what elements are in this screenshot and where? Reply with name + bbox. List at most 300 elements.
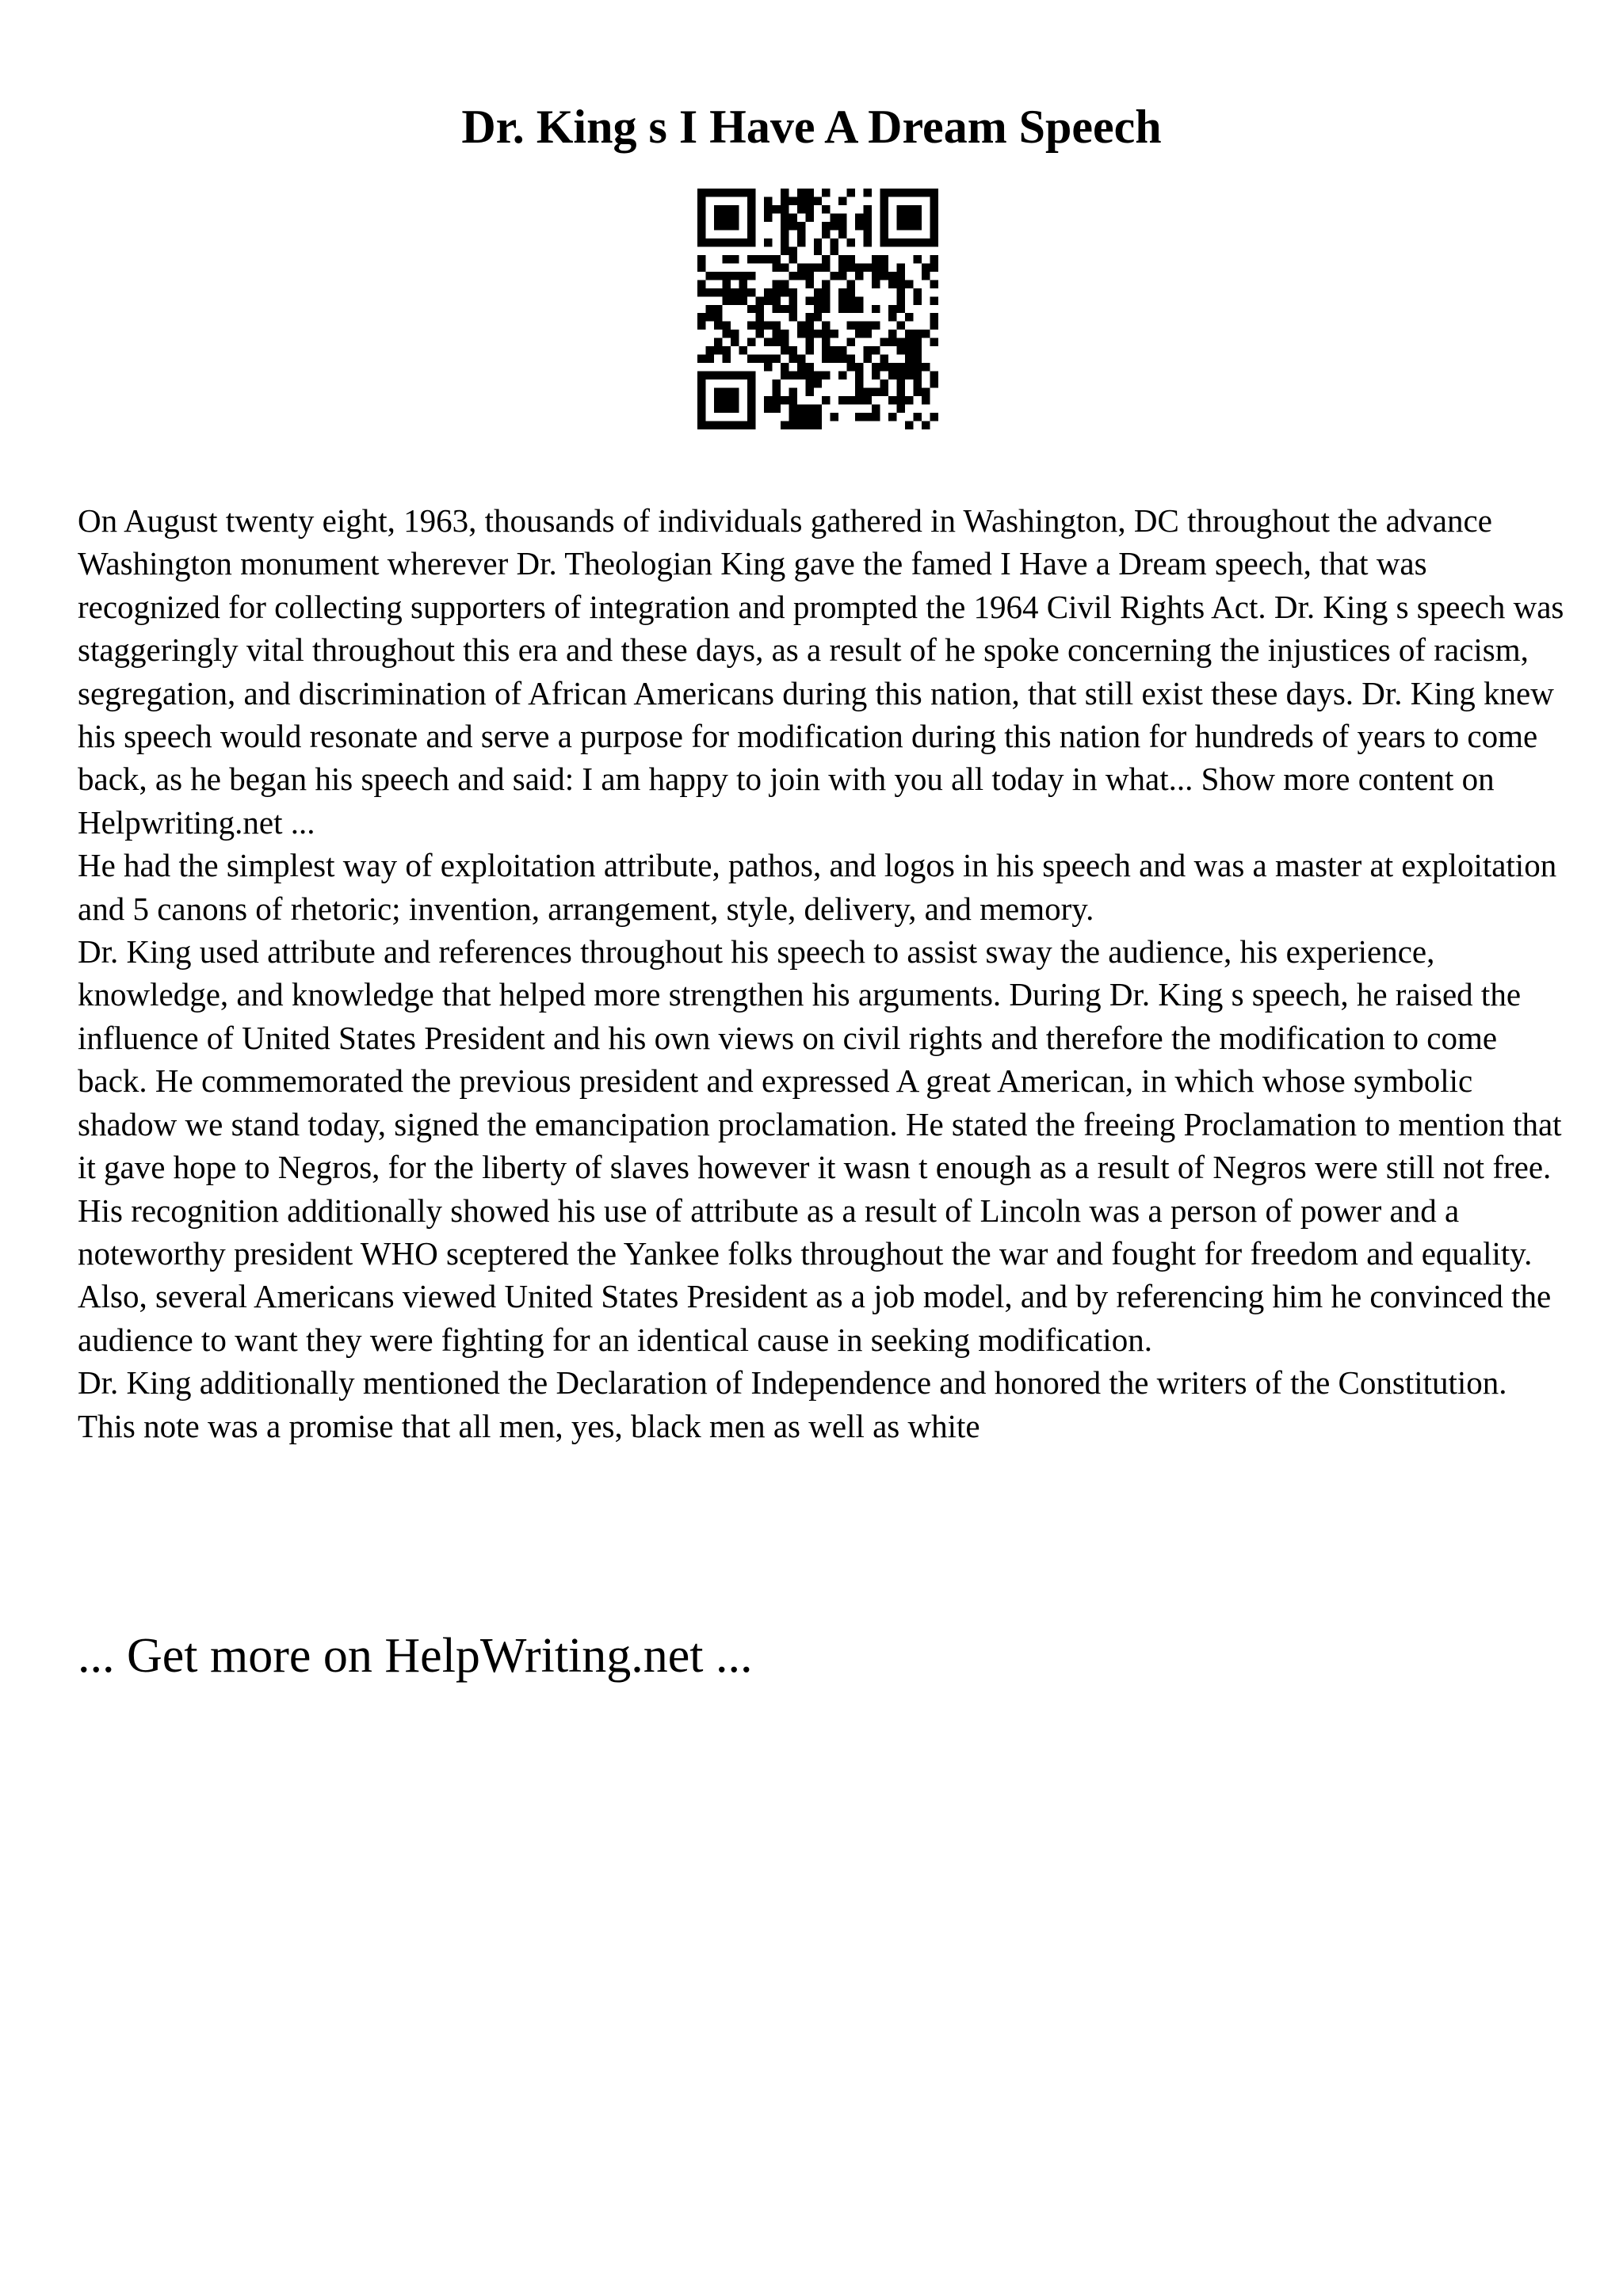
qr-module: [781, 230, 789, 238]
qr-module: [714, 396, 722, 404]
qr-module: [697, 189, 705, 196]
qr-module: [822, 305, 830, 313]
qr-module: [905, 222, 913, 230]
qr-module: [764, 363, 772, 371]
qr-module: [755, 255, 763, 263]
qr-module: [755, 355, 763, 363]
qr-module: [781, 330, 789, 338]
qr-module: [772, 405, 780, 413]
qr-module: [831, 222, 838, 230]
qr-module: [797, 205, 805, 213]
qr-module: [722, 396, 730, 404]
qr-module: [922, 396, 930, 404]
qr-module: [805, 280, 813, 288]
qr-module: [731, 330, 739, 338]
qr-module: [905, 396, 913, 404]
qr-module: [880, 255, 888, 263]
qr-module: [930, 338, 938, 346]
qr-module: [897, 238, 905, 246]
qr-module: [855, 372, 863, 379]
qr-module: [822, 189, 830, 196]
qr-module: [747, 288, 755, 296]
qr-module: [888, 305, 896, 313]
qr-module: [847, 322, 855, 330]
qr-module: [789, 288, 796, 296]
qr-module: [697, 205, 705, 213]
qr-module: [781, 196, 789, 204]
qr-module: [905, 330, 913, 338]
qr-module: [805, 322, 813, 330]
qr-module: [880, 379, 888, 387]
qr-module: [914, 346, 922, 354]
qr-module: [855, 396, 863, 404]
qr-module: [888, 313, 896, 321]
qr-module: [764, 196, 772, 204]
qr-module: [822, 346, 830, 354]
qr-module: [847, 338, 855, 346]
qr-module: [731, 421, 739, 429]
qr-module: [747, 421, 755, 429]
qr-module: [797, 355, 805, 363]
qr-module: [739, 372, 747, 379]
qr-module: [805, 296, 813, 304]
qr-module: [797, 413, 805, 421]
qr-module: [880, 205, 888, 213]
qr-module: [731, 288, 739, 296]
qr-module: [814, 413, 822, 421]
qr-module: [880, 230, 888, 238]
qr-module: [747, 338, 755, 346]
qr-module: [805, 313, 813, 321]
qr-module: [855, 388, 863, 396]
qr-module: [847, 355, 855, 363]
qr-module: [930, 205, 938, 213]
qr-module: [847, 189, 855, 196]
qr-module: [872, 322, 880, 330]
qr-module: [897, 222, 905, 230]
qr-module: [789, 222, 796, 230]
qr-module: [880, 263, 888, 271]
qr-module: [731, 405, 739, 413]
qr-module: [880, 189, 888, 196]
qr-module: [897, 213, 905, 221]
qr-module: [764, 255, 772, 263]
qr-module: [914, 288, 922, 296]
qr-module: [739, 272, 747, 280]
qr-module: [789, 372, 796, 379]
qr-module: [789, 305, 796, 313]
qr-module: [697, 421, 705, 429]
qr-module: [697, 288, 705, 296]
qr-module: [731, 396, 739, 404]
qr-module: [897, 346, 905, 354]
qr-module: [714, 313, 722, 321]
qr-module: [805, 363, 813, 371]
qr-module: [822, 338, 830, 346]
qr-module: [897, 379, 905, 387]
qr-module: [855, 322, 863, 330]
qr-module: [930, 313, 938, 321]
qr-module: [789, 255, 796, 263]
qr-module: [755, 305, 763, 313]
document-title: Dr. King s I Have A Dream Speech: [461, 101, 1162, 153]
qr-module: [697, 379, 705, 387]
qr-module: [888, 280, 896, 288]
qr-module: [864, 396, 872, 404]
qr-module: [747, 379, 755, 387]
qr-module: [764, 296, 772, 304]
qr-module: [930, 238, 938, 246]
qr-module: [697, 313, 705, 321]
qr-module: [922, 421, 930, 429]
qr-module: [880, 338, 888, 346]
qr-module: [805, 379, 813, 387]
qr-module: [872, 405, 880, 413]
qr-module: [781, 213, 789, 221]
qr-module: [714, 388, 722, 396]
qr-module: [772, 355, 780, 363]
qr-module: [914, 413, 922, 421]
qr-module: [814, 372, 822, 379]
qr-module: [764, 205, 772, 213]
qr-module: [930, 189, 938, 196]
qr-module: [914, 388, 922, 396]
qr-module: [722, 272, 730, 280]
qr-module: [847, 396, 855, 404]
qr-module: [789, 396, 796, 404]
paragraph-3: Dr. King used attribute and references throughout his speech to assist sway the audience, his experience, knowledge, and knowledge that helped more strengthen his arguments. During Dr. King s speech, he raised the influence of United States President and his own views on civil rights and therefore the modification to come back. He commemorated the previous president and expressed A great American, in which whose symbolic shadow we stand today, signed the emancipation proclamation. He stated the freeing Proclamation to mention that it gave hope to Negros, for the liberty of slaves however it wasn t enough as a result of Negros were still not free. His recognition additionally showed his use of attribute as a result of Lincoln was a person of power and a noteworthy president WHO sceptered the Yankee folks throughout the war and fought for freedom and equality. Also, several Americans viewed United States President as a job model, and by referencing him he convinced the audience to want they were fighting for an identical cause in seeking modification.: [78, 933, 1562, 1358]
qr-module: [905, 280, 913, 288]
qr-module: [747, 272, 755, 280]
qr-module: [822, 372, 830, 379]
qr-module: [888, 396, 896, 404]
qr-module: [822, 288, 830, 296]
qr-module: [697, 196, 705, 204]
qr-module: [888, 238, 896, 246]
qr-module: [814, 330, 822, 338]
qr-module: [905, 421, 913, 429]
qr-module: [897, 205, 905, 213]
qr-module: [897, 305, 905, 313]
qr-module: [781, 205, 789, 213]
qr-module: [731, 338, 739, 346]
qr-module: [831, 272, 838, 280]
qr-module: [739, 189, 747, 196]
qr-module: [772, 205, 780, 213]
qr-module: [764, 288, 772, 296]
qr-module: [922, 363, 930, 371]
qr-module: [789, 196, 796, 204]
qr-module: [722, 296, 730, 304]
qr-module: [747, 405, 755, 413]
qr-module: [914, 205, 922, 213]
qr-module: [722, 288, 730, 296]
qr-module: [772, 288, 780, 296]
qr-module: [838, 305, 846, 313]
qr-module: [905, 346, 913, 354]
qr-module: [880, 272, 888, 280]
qr-module: [772, 396, 780, 404]
qr-module: [805, 205, 813, 213]
qr-module: [930, 296, 938, 304]
qr-module: [714, 189, 722, 196]
qr-module: [914, 355, 922, 363]
qr-module: [905, 372, 913, 379]
qr-module: [781, 396, 789, 404]
qr-module: [897, 280, 905, 288]
qr-module: [831, 355, 838, 363]
qr-module: [864, 189, 872, 196]
qr-module: [897, 296, 905, 304]
qr-module: [697, 255, 705, 263]
qr-module: [880, 196, 888, 204]
qr-module: [888, 372, 896, 379]
qr-module: [822, 222, 830, 230]
qr-module: [781, 288, 789, 296]
qr-module: [930, 280, 938, 288]
qr-module: [697, 238, 705, 246]
qr-module: [847, 363, 855, 371]
qr-module: [797, 238, 805, 246]
qr-module: [731, 189, 739, 196]
qr-module: [697, 213, 705, 221]
qr-module: [747, 230, 755, 238]
qr-module: [822, 322, 830, 330]
qr-module: [914, 363, 922, 371]
qr-module: [888, 189, 896, 196]
qr-module: [805, 413, 813, 421]
qr-module: [922, 238, 930, 246]
qr-module: [930, 413, 938, 421]
qr-module: [705, 355, 713, 363]
qr-module: [814, 288, 822, 296]
qr-module: [880, 363, 888, 371]
qr-module: [797, 405, 805, 413]
qr-module: [772, 338, 780, 346]
qr-module: [714, 213, 722, 221]
qr-module: [697, 413, 705, 421]
qr-module: [822, 396, 830, 404]
qr-module: [897, 363, 905, 371]
qr-module: [714, 421, 722, 429]
qr-module: [872, 272, 880, 280]
qr-module: [897, 288, 905, 296]
qr-module: [747, 189, 755, 196]
qr-module: [797, 322, 805, 330]
qr-module: [772, 388, 780, 396]
qr-module: [797, 230, 805, 238]
qr-module: [789, 413, 796, 421]
qr-module: [814, 263, 822, 271]
qr-module: [838, 355, 846, 363]
qr-module: [897, 372, 905, 379]
qr-module: [872, 255, 880, 263]
qr-module: [772, 379, 780, 387]
paragraph-2: He had the simplest way of exploitation attribute, pathos, and logos in his speech and was a master at exploitation and 5 canons of rhetoric; invention, arrangement, style, delivery, and memory.: [78, 847, 1557, 927]
qr-module: [731, 222, 739, 230]
qr-module: [872, 413, 880, 421]
qr-module: [781, 421, 789, 429]
qr-module: [814, 296, 822, 304]
qr-module: [888, 330, 896, 338]
qr-module: [838, 222, 846, 230]
qr-module: [739, 238, 747, 246]
qr-module: [772, 263, 780, 271]
qr-module: [772, 296, 780, 304]
qr-module: [722, 372, 730, 379]
qr-module: [731, 388, 739, 396]
qr-module: [822, 230, 830, 238]
qr-module: [805, 330, 813, 338]
qr-module: [930, 213, 938, 221]
qr-module: [930, 230, 938, 238]
qr-module: [847, 238, 855, 246]
qr-module: [747, 196, 755, 204]
qr-module: [697, 322, 705, 330]
qr-module: [747, 222, 755, 230]
qr-module: [838, 346, 846, 354]
qr-module: [838, 255, 846, 263]
qr-module: [914, 222, 922, 230]
qr-module: [855, 379, 863, 387]
qr-module: [805, 196, 813, 204]
qr-module: [697, 388, 705, 396]
qr-module: [705, 372, 713, 379]
qr-module: [764, 322, 772, 330]
qr-module: [914, 379, 922, 387]
qr-module: [722, 388, 730, 396]
qr-module: [914, 238, 922, 246]
qr-module: [822, 296, 830, 304]
qr-module: [722, 322, 730, 330]
qr-module: [847, 305, 855, 313]
qr-module: [747, 322, 755, 330]
qr-module: [731, 296, 739, 304]
qr-module: [864, 413, 872, 421]
qr-module: [697, 405, 705, 413]
qr-module: [705, 305, 713, 313]
qr-module: [905, 363, 913, 371]
qr-module: [781, 280, 789, 288]
qr-module: [781, 246, 789, 254]
qr-module: [855, 213, 863, 221]
qr-module: [722, 255, 730, 263]
qr-module: [822, 263, 830, 271]
qr-module: [831, 246, 838, 254]
qr-module: [930, 322, 938, 330]
qr-module: [914, 338, 922, 346]
qr-module: [755, 322, 763, 330]
qr-module: [872, 305, 880, 313]
qr-module: [714, 338, 722, 346]
qr-module: [714, 205, 722, 213]
qr-module: [914, 255, 922, 263]
qr-module: [847, 280, 855, 288]
qr-module: [864, 346, 872, 354]
qr-module: [822, 205, 830, 213]
qr-module: [814, 313, 822, 321]
qr-module: [764, 213, 772, 221]
qr-module: [831, 238, 838, 246]
qr-module: [772, 255, 780, 263]
qr-module: [714, 346, 722, 354]
qr-module: [805, 346, 813, 354]
qr-module: [797, 421, 805, 429]
qr-module: [805, 388, 813, 396]
article-body: [78, 499, 1568, 1447]
qr-module: [814, 238, 822, 246]
get-more-link[interactable]: ... Get more on HelpWriting.net ...: [78, 1629, 753, 1683]
qr-module: [747, 205, 755, 213]
qr-module: [714, 405, 722, 413]
qr-module: [897, 388, 905, 396]
qr-code-icon[interactable]: [697, 189, 938, 429]
qr-module: [872, 263, 880, 271]
qr-module: [855, 272, 863, 280]
qr-module: [888, 413, 896, 421]
qr-module: [697, 280, 705, 288]
qr-module: [905, 313, 913, 321]
qr-module: [805, 405, 813, 413]
qr-module: [705, 421, 713, 429]
qr-module: [855, 363, 863, 371]
qr-module: [781, 263, 789, 271]
qr-module: [789, 346, 796, 354]
qr-module: [847, 288, 855, 296]
qr-module: [714, 372, 722, 379]
qr-module: [797, 263, 805, 271]
qr-module: [722, 355, 730, 363]
qr-module: [722, 222, 730, 230]
qr-module: [789, 405, 796, 413]
qr-module: [888, 338, 896, 346]
qr-module: [722, 330, 730, 338]
qr-module: [897, 338, 905, 346]
qr-module: [747, 396, 755, 404]
qr-module: [922, 388, 930, 396]
qr-module: [880, 213, 888, 221]
qr-module: [905, 205, 913, 213]
qr-module: [897, 405, 905, 413]
qr-module: [764, 238, 772, 246]
qr-module: [838, 372, 846, 379]
qr-module: [697, 372, 705, 379]
qr-module: [722, 421, 730, 429]
qr-module: [697, 396, 705, 404]
qr-module: [838, 396, 846, 404]
qr-module: [864, 213, 872, 221]
qr-module: [822, 355, 830, 363]
qr-module: [922, 272, 930, 280]
qr-module: [805, 272, 813, 280]
qr-module: [838, 296, 846, 304]
qr-module: [814, 246, 822, 254]
qr-module: [872, 372, 880, 379]
qr-module: [822, 330, 830, 338]
qr-module: [789, 355, 796, 363]
qr-module: [838, 230, 846, 238]
qr-module: [831, 346, 838, 354]
qr-module: [789, 272, 796, 280]
qr-module: [864, 322, 872, 330]
qr-module: [722, 238, 730, 246]
qr-module: [922, 189, 930, 196]
qr-module: [722, 205, 730, 213]
qr-module: [822, 280, 830, 288]
qr-module: [847, 296, 855, 304]
qr-module: [831, 413, 838, 421]
qr-module: [814, 421, 822, 429]
